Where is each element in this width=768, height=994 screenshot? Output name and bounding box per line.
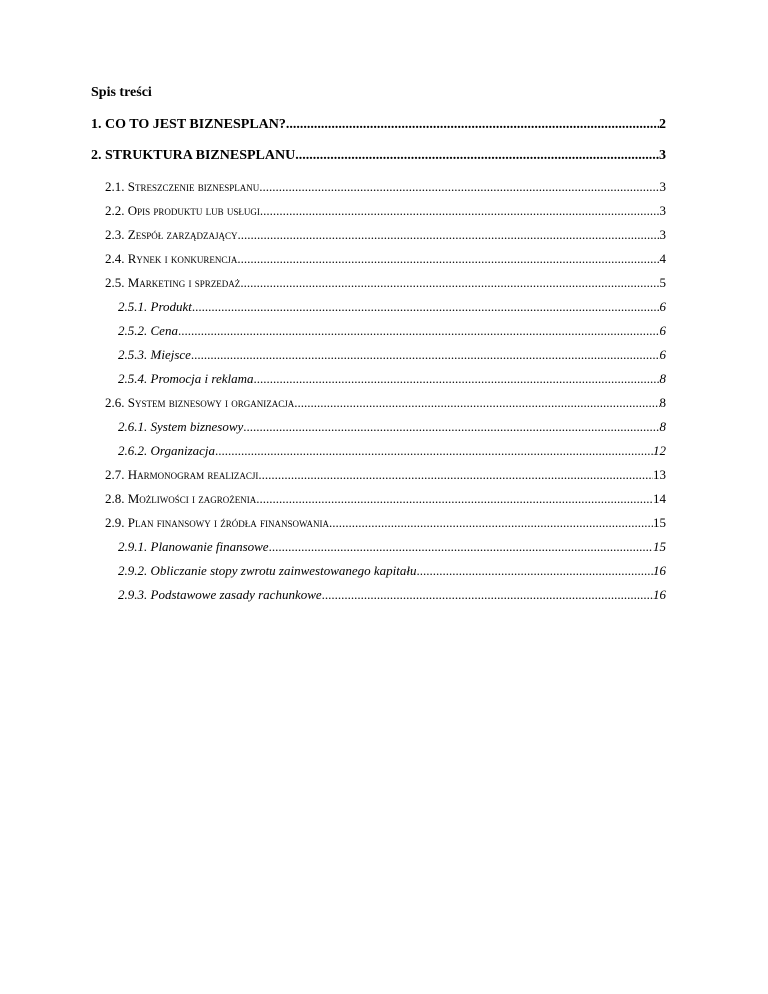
toc-entry-page: 8 (659, 395, 666, 410)
toc-entry-label: 2.9.3. Podstawowe zasady rachunkowe (118, 587, 322, 602)
dot-leader (262, 178, 659, 196)
dot-leader (191, 346, 660, 364)
toc-entry-page: 6 (659, 299, 666, 314)
toc-entry-label: 2.5.1. Produkt (118, 299, 192, 314)
dot-leader (178, 322, 660, 340)
toc-entry-label: 2.6.1. System biznesowy (118, 419, 244, 434)
dot-leader (254, 370, 660, 388)
dot-leader (294, 394, 659, 412)
toc-entry-page: 3 (659, 227, 666, 242)
dot-leader (243, 418, 659, 436)
toc-entry-page: 4 (659, 251, 666, 266)
toc-entry-label: 2.9.1. Planowanie finansowe (118, 539, 269, 554)
toc-entry-label: 1. CO TO JEST BIZNESPLAN? (91, 117, 286, 132)
toc-entry-label: 2.1. Streszczenie biznesplanu. (105, 179, 263, 194)
toc-entry-label: 2.9.2. Obliczanie stopy zwrotu zainwestowanego kapitału (118, 563, 417, 578)
toc-entry-page: 16 (653, 563, 666, 578)
toc-entry-2[interactable] (91, 147, 666, 165)
toc-entry-2-9-1[interactable] (118, 538, 666, 556)
toc-entry-page: 12 (653, 443, 666, 458)
toc-entry-page: 2 (659, 117, 666, 132)
toc-entry-label: 2.2. Opis produktu lub usługi (105, 203, 260, 218)
dot-leader (237, 250, 659, 268)
dot-leader (286, 116, 659, 134)
toc-entry-page: 13 (653, 467, 666, 482)
toc-title: Spis treści (91, 85, 152, 100)
toc-entry-page: 6 (659, 347, 666, 362)
toc-entry-page: 15 (653, 515, 666, 530)
dot-leader (417, 562, 653, 580)
toc-entry-2-5-3[interactable] (118, 346, 666, 364)
toc-entry-2-6-1[interactable] (118, 418, 666, 436)
dot-leader (269, 538, 653, 556)
toc-entry-label: 2.5.3. Miejsce (118, 347, 191, 362)
toc-entry-label: 2.7. Harmonogram realizacji (105, 467, 259, 482)
toc-entry-2-9-2[interactable] (118, 562, 666, 580)
toc-entry-1[interactable] (91, 116, 666, 134)
toc-entry-label: 2. STRUKTURA BIZNESPLANU (91, 148, 296, 163)
dot-leader (237, 226, 659, 244)
toc-entry-label: 2.9. Plan finansowy i źródła finansowania (105, 515, 329, 530)
toc-entry-page: 3 (659, 203, 666, 218)
toc-entry-2-5[interactable] (105, 274, 666, 292)
toc-entry-label: 2.6. System biznesowy i organizacja (105, 395, 295, 410)
toc-entry-label: 2.3. Zespół zarządzający (105, 227, 238, 242)
toc-entry-2-6[interactable] (105, 394, 666, 412)
dot-leader (329, 514, 653, 532)
toc-entry-label: 2.6.2. Organizacja (118, 443, 216, 458)
dot-leader (258, 466, 653, 484)
toc-entry-2-5-2[interactable] (118, 322, 666, 340)
toc-entry-2-9[interactable] (105, 514, 666, 532)
dot-leader (295, 147, 659, 165)
toc-entry-page: 15 (653, 539, 666, 554)
toc-entry-2-4[interactable] (105, 250, 666, 268)
toc-entry-page: 5 (659, 275, 666, 290)
dot-leader (192, 298, 660, 316)
toc-entry-2-6-2[interactable] (118, 442, 666, 460)
toc-entry-2-3[interactable] (105, 226, 666, 244)
toc-entry-page: 8 (659, 371, 666, 386)
dot-leader (322, 586, 653, 604)
toc-entry-page: 16 (653, 587, 666, 602)
toc-entry-2-7[interactable] (105, 466, 666, 484)
toc-entry-2-5-1[interactable] (118, 298, 666, 316)
toc-entry-page: 3 (659, 179, 666, 194)
toc-entry-label: 2.8. Możliwości i zagrożenia (105, 491, 257, 506)
toc-entry-page: 3 (659, 148, 666, 163)
dot-leader (215, 442, 653, 460)
dot-leader (256, 490, 653, 508)
toc-entry-label: 2.5.4. Promocja i reklama (118, 371, 254, 386)
toc-entry-label: 2.5.2. Cena (118, 323, 178, 338)
toc-entry-label: 2.5. Marketing i sprzedaż (105, 275, 241, 290)
toc-entry-2-9-3[interactable] (118, 586, 666, 604)
toc-entry-page: 6 (659, 323, 666, 338)
toc-entry-2-8[interactable] (105, 490, 666, 508)
dot-leader (240, 274, 659, 292)
toc-entry-page: 14 (653, 491, 666, 506)
toc-entry-2-5-4[interactable] (118, 370, 666, 388)
toc-entry-label: 2.4. Rynek i konkurencja (105, 251, 238, 266)
toc-entry-2-1[interactable] (105, 178, 666, 196)
dot-leader (260, 202, 660, 220)
toc-entry-2-2[interactable] (105, 202, 666, 220)
toc-entry-page: 8 (659, 419, 666, 434)
